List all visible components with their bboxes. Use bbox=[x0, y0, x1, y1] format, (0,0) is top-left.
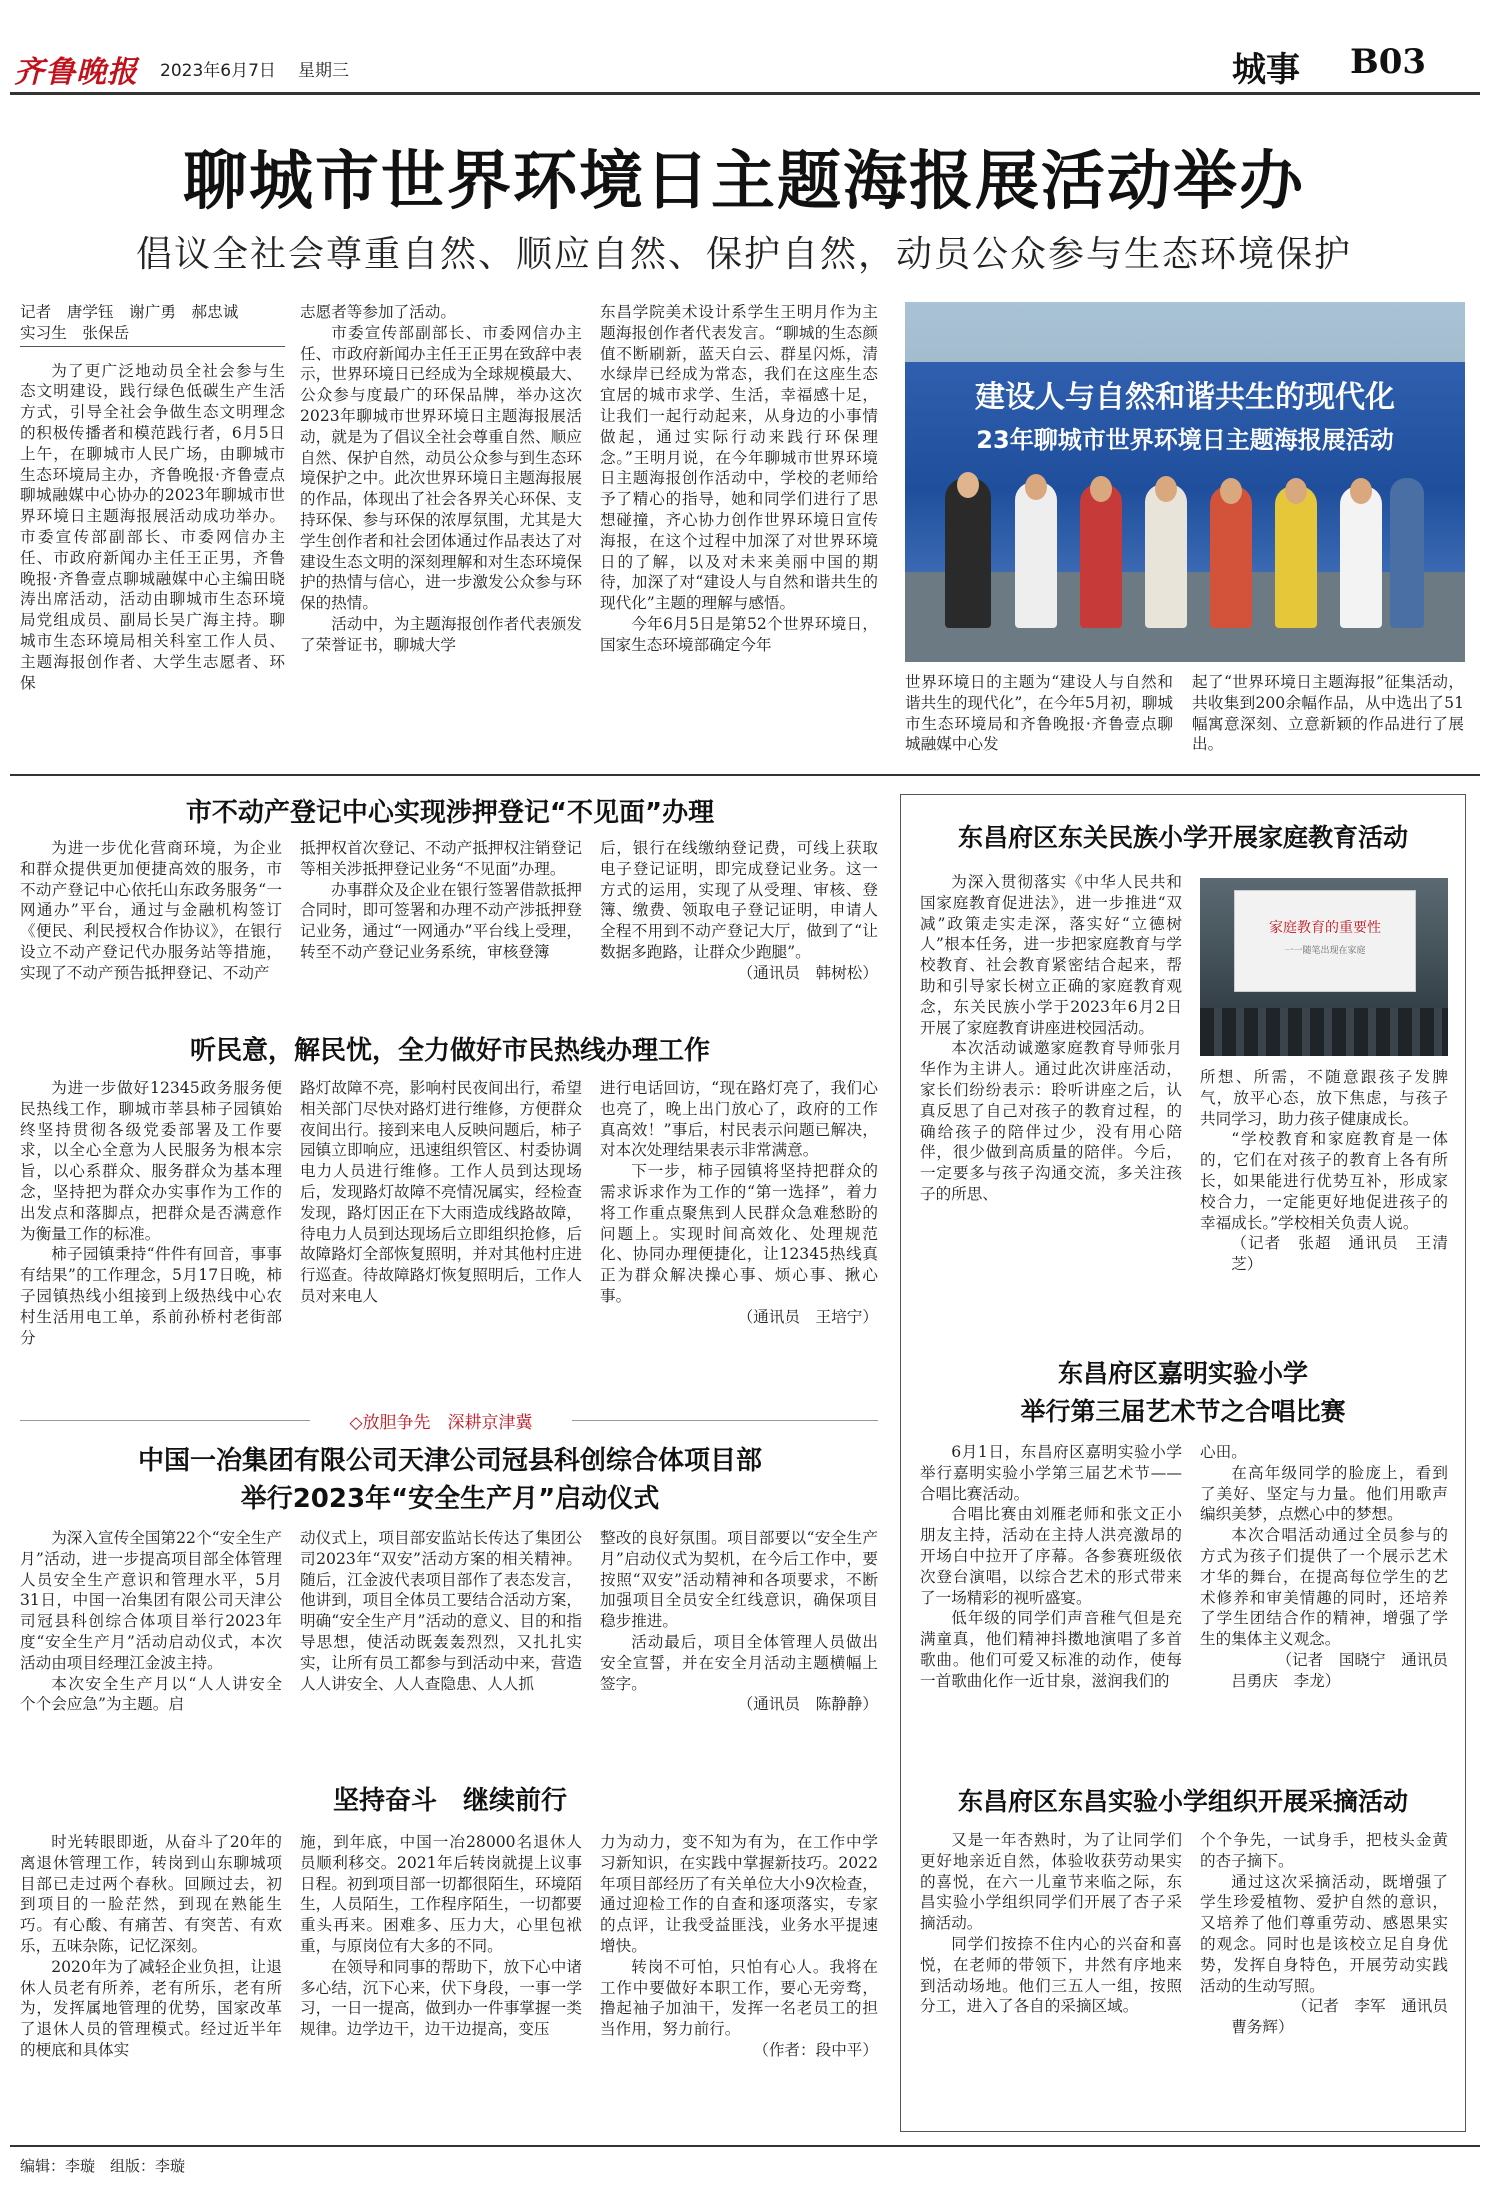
lead-col-2 bbox=[300, 302, 582, 762]
side3-paragraph: 通过这次采摘活动，既增强了学生珍爱植物、爱护自然的意识，又培养了他们尊重劳动、感恩果实的观念。同时也是该校立足自身优势，发挥自身特色，开展劳动实践活动的生动写照。 bbox=[1200, 1872, 1448, 1995]
lead-col-4 bbox=[905, 672, 1173, 762]
story3-headline: 听民意，解民忧，全力做好市民热线办理工作 bbox=[189, 1036, 710, 1066]
lead-col-3 bbox=[600, 302, 878, 762]
stage-banner-line-1: 建设人与自然和谐共生的现代化 bbox=[975, 380, 1395, 415]
story5-reporter: （作者：段中平） bbox=[753, 2040, 878, 2059]
side1-paragraph: 为深入贯彻落实《中华人民共和国家庭教育促进法》，进一步推进“双减”政策走实走深，落实好“立德树人”根本任务，进一步把家庭教育与学校教育、社会教育紧密结合起来，帮助和引导家长树立正确的家庭教育观念，东关民族小学于2023年6月2日开展了家庭教育讲座进校园活动。 bbox=[920, 873, 1182, 1037]
lead-paragraph: 今年6月5日是第52个世界环境日，国家生态环境部确定今年 bbox=[600, 614, 878, 654]
side1-paragraph: 所想、所需，不随意跟孩子发脾气，放平心态，放下焦虑，与孩子共同学习，助力孩子健康成长。 bbox=[1200, 1068, 1448, 1128]
issue-weekday: 星期三 bbox=[298, 61, 349, 81]
story4-headline-line-1: 中国一冶集团有限公司天津公司冠县科创综合体项目部 bbox=[137, 1446, 762, 1476]
story4-col-2 bbox=[300, 1528, 582, 1778]
stage-banner-line-2: 23年聊城市世界环境日主题海报展活动 bbox=[976, 426, 1394, 454]
lead-paragraph: 志愿者等参加了活动。 bbox=[300, 303, 456, 321]
story2-reporter: （通讯员 韩树松） bbox=[737, 963, 878, 982]
story3-paragraph: 进行电话回访，“现在路灯亮了，我们心也亮了，晚上出门放心了，政府的工作真高效！”事后，村民表示问题已解决，对本次处理结果表示非常满意。 bbox=[600, 1079, 878, 1160]
story4-col-3 bbox=[600, 1528, 878, 1778]
side2-headline-line-1: 东昌府区嘉明实验小学 bbox=[1057, 1359, 1308, 1388]
story5-paragraph: 在领导和同事的帮助下，放下心中诸多心结，沉下心来，伏下身段，一事一学习，一日一提高，做到办一件事掌握一类规律。边学边干，边干边提高，变压 bbox=[300, 1957, 582, 2039]
lead-paragraph: 起了“世界环境日主题海报”征集活动，共收集到200余幅作品，从中选出了51幅寓意深刻、立意新颖的作品进行了展出。 bbox=[1192, 673, 1464, 754]
side1-photo bbox=[1200, 878, 1448, 1056]
footer-layout: 组版：李璇 bbox=[110, 2157, 186, 2175]
story3-reporter: （通讯员 王培宁） bbox=[737, 1307, 878, 1326]
story5-paragraph: 施，到年底，中国一冶28000名退休人员顺利移交。2021年后转岗就提上议事日程。初到项目部一切都很陌生，环境陌生，人员陌生，工作程序陌生，一切都要重头再来。困难多、压力大，心里包袱重，与原岗位有大多的不同。 bbox=[300, 1833, 582, 1955]
story4-paragraph: 本次安全生产月以“人人讲安全 个个会应急”为主题。启 bbox=[20, 1674, 298, 1714]
side2-col-1 bbox=[920, 1442, 1182, 1732]
header-rule bbox=[10, 92, 1480, 95]
side2-paragraph: 合唱比赛由刘雁老师和张文正小朋友主持，活动在主持人洪亮激昂的开场白中拉开了序幕。各参赛班级依次登台演唱，以综合艺术的形式带来了一场精彩的视听盛宴。 bbox=[920, 1505, 1182, 1607]
story5-paragraph: 转岗不可怕，只怕有心人。我将在工作中要做好本职工作，要心无旁骛，撸起袖子加油干，发挥一名老员工的担当作用，努力前行。 bbox=[600, 1957, 878, 2039]
story4-paragraph: 为深入宣传全国第22个“安全生产月”活动，进一步提高项目部全体管理人员安全生产意识和管理水平，5月31日，中国一冶集团有限公司天津公司冠县科创综合体项目举行2023年度“安全生产月”活动启动仪式，本次活动由项目经理江金波主持。 bbox=[20, 1529, 282, 1672]
people-group bbox=[945, 472, 1425, 632]
lead-paragraph: 市委宣传部副部长、市委网信办主任、市政府新闻办主任王正男在致辞中表示，世界环境日已经成为全球规模最大、公众参与度最广的环保品牌，举办这次2023年聊城市世界环境日主题海报展活动，就是为了倡议全社会尊重自然、顺应自然、保护自然，动员公众参与到生态环境保护之中。此次世界环境日主题海报展的作品，体现出了社会各界关心环保、支持环保、参与环保的浓厚氛围，尤其是大学生创作者和社会团体通过作品表达了对建设生态文明的深刻理解和对生态环境保护的热情与信心，进一步激发公众参与环保的热情。 bbox=[300, 323, 582, 613]
side2-col-2 bbox=[1200, 1442, 1448, 1732]
story2-paragraph: 为进一步优化营商环境，为企业和群众提供更加便捷高效的服务，市不动产登记中心依托山东政务服务“一网通办”平台，通过与金融机构签订《便民、利民授权合作协议》，在银行设立不动产登记代办服务站等措施，实现了不动产预告抵押登记、不动产 bbox=[20, 839, 282, 982]
projection-screen bbox=[1234, 890, 1416, 992]
story3-col-3 bbox=[600, 1078, 878, 1402]
side2-paragraph: 6月1日，东昌府区嘉明实验小学举行嘉明实验小学第三届艺术节——合唱比赛活动。 bbox=[920, 1443, 1182, 1503]
story5-col-1 bbox=[20, 1832, 282, 2132]
audience bbox=[1200, 1008, 1448, 1056]
side3-col-1 bbox=[920, 1830, 1182, 2120]
lead-photo bbox=[905, 302, 1465, 662]
newspaper-logo: 齐鲁晚报 bbox=[14, 55, 138, 90]
story4-reporter: （通讯员 陈静静） bbox=[737, 1695, 878, 1714]
footer-editor: 编辑：李璇 bbox=[20, 2157, 96, 2175]
side3-paragraph: 又是一年杏熟时，为了让同学们更好地亲近自然，体验收获劳动果实的喜悦，在六一儿童节来临之际，东昌实验小学组织同学们开展了杏子采摘活动。 bbox=[920, 1831, 1182, 1933]
story2-col-2 bbox=[300, 838, 582, 1028]
story3-col-2 bbox=[300, 1078, 582, 1402]
side3-reporter-line-2: 曹务辉） bbox=[1231, 2018, 1294, 2037]
story5-paragraph: 2020年为了减轻企业负担，让退休人员老有所养，老有所乐，老有所为，发挥属地管理的优势，国家改革了退休人员的管理模式。经过近半年的梗底和具体实 bbox=[20, 1957, 282, 2059]
story2-col-1 bbox=[20, 838, 282, 1028]
side2-paragraph: 在高年级同学的脸庞上，看到了美好、坚定与力量。他们用歌声编织美梦，点燃心中的梦想。 bbox=[1200, 1463, 1448, 1524]
lead-headline: 聊城市世界环境日主题海报展活动举办 bbox=[183, 144, 1305, 219]
story4-col-1 bbox=[20, 1528, 298, 1778]
story2-paragraph: 办事群众及企业在银行签署借款抵押合同时，即可签署和办理不动产涉抵押登记业务，通过“一网通办”平台线上受理，转至不动产登记业务系统，审核登簿 bbox=[300, 880, 582, 961]
story3-paragraph: 路灯故障不亮，影响村民夜间出行，希望相关部门尽快对路灯进行维修，方便群众夜间出行。接到来电人反映问题后，柿子园镇立即响应，迅速组织管区、村委协调电力人员进行维修。工作人员到达现场后，发现路灯故障不亮情况属实，经检查发现，路灯因正在下大雨造成线路故障，待电力人员到达现场后立即组织抢修，后故障路灯全部恢复照明，并对其他村庄进行巡查。待故障路灯恢复照明后，工作人员对来电人 bbox=[300, 1079, 582, 1305]
divider-left-line bbox=[20, 1420, 310, 1421]
lead-byline-1: 记者 唐学钰 谢广勇 郝忠诚 bbox=[20, 303, 239, 321]
story4-paragraph: 动仪式上，项目部安监站长传达了集团公司2023年“双安”活动方案的相关精神。随后，江金波代表项目部作了表态发言，他讲到，项目全体员工要结合活动方案，明确“安全生产月”活动的意义、目的和指导思想，使活动既轰轰烈烈，又扎扎实实，让所有员工都参与到活动中来，营造人人讲安全、人人查隐患、人人抓 bbox=[300, 1529, 582, 1693]
story2-headline: 市不动产登记中心实现涉押登记“不见面”办理 bbox=[185, 798, 715, 828]
side2-headline-line-2: 举行第三届艺术节之合唱比赛 bbox=[1020, 1397, 1346, 1426]
story5-col-2 bbox=[300, 1832, 582, 2132]
story2-paragraph: 抵押权首次登记、不动产抵押权注销登记等相关涉抵押登记业务“不见面”办理。 bbox=[300, 839, 582, 878]
lead-byline-2: 实习生 张保岳 bbox=[20, 323, 285, 347]
lead-paragraph: 世界环境日的主题为“建设人与自然和谐共生的现代化”，在今年5月初，聊城市生态环境局和齐鲁晚报·齐鲁壹点聊城融媒中心发 bbox=[905, 673, 1173, 754]
story2-paragraph: 后，银行在线缴纳登记费，可线上获取电子登记证明，即完成登记业务。这一方式的运用，实现了从受理、审核、登簿、缴费、领取电子登记证明，申请人全程不用到不动产登记大厅，做到了“让数据多跑路，让群众少跑腿”。 bbox=[600, 839, 878, 961]
lead-col-5 bbox=[1192, 672, 1464, 762]
side1-reporter: （记者 张超 通讯员 王清芝） bbox=[1231, 1234, 1448, 1274]
story3-paragraph: 柿子园镇秉持“件件有回音，事事有结果”的工作理念，5月17日晚，柿子园镇热线小组接到上级热线中心农村生活用电工单，系前孙桥村老街部分 bbox=[20, 1245, 282, 1347]
story5-paragraph: 力为动力，变不知为有为，在工作中学习新知识，在实践中掌握新技巧。2022年项目部经历了有关单位大小9次检查，通过迎检工作的自查和逐项落实，专家的点评，让我受益匪浅，业务水平提速增快。 bbox=[600, 1833, 878, 1955]
side1-headline: 东昌府区东关民族小学开展家庭教育活动 bbox=[957, 823, 1408, 852]
lead-paragraph: 东昌学院美术设计系学生王明月作为主题海报创作者代表发言。“聊城的生态颜值不断刷新，蓝天白云、群星闪烁，清水绿岸已经成为常态，我们在这座生态宜居的城市求学、生活，幸福感十足，让我们一起行动起来，从身边的小事情做起，通过实际行动来践行环保理念。”王明月说，在今年聊城市世界环境日主题海报创作活动中，学校的老师给予了精心的指导，她和同学们进行了思想碰撞，齐心协力创作世界环境日宣传海报，在这个过程中加深了对世界环境日的了解，以及对未来美丽中国的期待，加深了对“建设人与自然和谐共生的现代化”主题的理解与感悟。 bbox=[600, 303, 878, 613]
side2-reporter-line-2: 吕勇庆 李龙） bbox=[1231, 1671, 1341, 1690]
story4-headline-line-2: 举行2023年“安全生产月”启动仪式 bbox=[240, 1484, 660, 1514]
side1-col-2 bbox=[1200, 1067, 1448, 1342]
section-name: 城事 bbox=[1232, 50, 1300, 90]
side1-paragraph: “学校教育和家庭教育是一体的，它们在对孩子的教育上各有所长，如果能进行优势互补，形成家校合力，一定能更好地促进孩子的幸福成长。”学校相关负责人说。 bbox=[1200, 1130, 1448, 1232]
lead-subheadline: 倡议全社会尊重自然、顺应自然、保护自然，动员公众参与生态环境保护 bbox=[135, 234, 1352, 275]
footer-rule bbox=[10, 2145, 1480, 2147]
side2-paragraph: 心田。 bbox=[1200, 1443, 1247, 1461]
lead-bottom-rule bbox=[10, 774, 1480, 776]
side3-paragraph: 同学们按捺不住内心的兴奋和喜悦，在老师的带领下，井然有序地来到活动场地。他们三五人一组，按照分工，进入了各自的采摘区域。 bbox=[920, 1934, 1182, 2016]
side3-reporter-line-1: （记者 李军 通讯员 bbox=[1292, 1997, 1448, 2016]
screen-caption: 一一随笔出现在家庭 bbox=[1284, 946, 1366, 956]
column-banner: ◇放胆争先 深耕京津冀 bbox=[349, 1413, 533, 1433]
story4-paragraph: 整改的良好氛围。项目部要以“安全生产月”启动仪式为契机，在今后工作中，要按照“双安”活动精神和各项要求，不断加强项目全员安全红线意识，确保项目稳步推进。 bbox=[600, 1529, 878, 1631]
story5-paragraph: 时光转眼即逝，从奋斗了20年的离退休管理工作，转岗到山东聊城项目部已走过两个春秋。回顾过去，初到项目的一脸茫然，到现在熟能生巧。有心酸、有痛苦、有突苦、有欢乐，五味杂陈，记忆深刻。 bbox=[20, 1833, 282, 1955]
divider-right-line bbox=[572, 1420, 878, 1421]
side2-paragraph: 本次合唱活动通过全员参与的方式为孩子们提供了一个展示艺术才华的舞台，在提高每位学生的艺术修养和审美情趣的同时，还培养了学生团结合作的精神，增强了学生的集体主义观念。 bbox=[1200, 1526, 1448, 1649]
story2-col-3 bbox=[600, 838, 878, 1028]
side2-reporter-line-1: （记者 国晓宁 通讯员 bbox=[1276, 1650, 1448, 1669]
lead-paragraph: 活动中，为主题海报创作者代表颁发了荣誉证书，聊城大学 bbox=[300, 614, 582, 654]
story3-paragraph: 下一步，柿子园镇将坚持把群众的需求诉求作为工作的“第一选择”，着力将工作重点聚焦到人民群众急难愁盼的问题上。实现时间高效化、处理规范化、协同办理便捷化，让12345热线真正为群众解决操心事、烦心事、揪心事。 bbox=[600, 1162, 878, 1305]
story3-paragraph: 为进一步做好12345政务服务便民热线工作，聊城市莘县柿子园镇始终坚持贯彻各级党委部署及工作要求，以全心全意为人民服务为根本宗旨，以心系群众、服务群众为基本理念，坚持把为群众办实事作为工作的出发点和落脚点，把群众是否满意作为衡量工作的标准。 bbox=[20, 1079, 282, 1243]
story3-col-1 bbox=[20, 1078, 282, 1402]
issue-date: 2023年6月7日 bbox=[160, 61, 276, 81]
story5-headline: 坚持奋斗 继续前行 bbox=[332, 1786, 567, 1816]
side3-paragraph: 个个争先，一试身手，把枝头金黄的杏子摘下。 bbox=[1200, 1831, 1448, 1870]
side3-col-2 bbox=[1200, 1830, 1448, 2120]
side1-col-1 bbox=[920, 872, 1182, 1342]
side1-paragraph: 本次活动诚邀家庭教育导师张月华作为主讲人。通过此次讲座活动，家长们纷纷表示：聆听讲座之后，认真反思了自己对孩子的教育过程，的确给孩子的陪伴过少，没有用心陪伴，很少做到高质量的陪伴。今后，一定要多与孩子沟通交流，多关注孩子的所思、 bbox=[920, 1039, 1182, 1203]
lead-col-1 bbox=[20, 302, 285, 762]
story5-col-3 bbox=[600, 1832, 878, 2132]
side3-headline: 东昌府区东昌实验小学组织开展采摘活动 bbox=[957, 1787, 1408, 1816]
side2-paragraph: 低年级的同学们声音稚气但是充满童真，他们精神抖擞地演唱了多首歌曲。他们可爱又标准的动作，使每一首歌曲化作一近甘泉，滋润我们的 bbox=[920, 1609, 1182, 1690]
story4-paragraph: 活动最后，项目全体管理人员做出安全宣誓，并在安全月活动主题横幅上签字。 bbox=[600, 1632, 878, 1693]
page-number: B03 bbox=[1350, 42, 1427, 82]
lead-paragraph: 为了更广泛地动员全社会参与生态文明建设，践行绿色低碳生产生活方式，引导全社会争做生态文明理念的积极传播者和模范践行者，6月5日上午，在聊城市人民广场，由聊城市生态环境局主办，齐鲁晚报·齐鲁壹点聊城融媒中心协办的2023年聊城市世界环境日主题海报展活动成功举办。市委宣传部副部长、市委网信办主任、市政府新闻办主任王正男，齐鲁晚报·齐鲁壹点聊城融媒中心主编田晓涛出席活动，活动由聊城市生态环境局党组成员、副局长吴广海主持。聊城市生态环境局相关科室工作人员、主题海报创作者、大学生志愿者、环保 bbox=[20, 361, 285, 692]
screen-title: 家庭教育的重要性 bbox=[1269, 920, 1381, 936]
